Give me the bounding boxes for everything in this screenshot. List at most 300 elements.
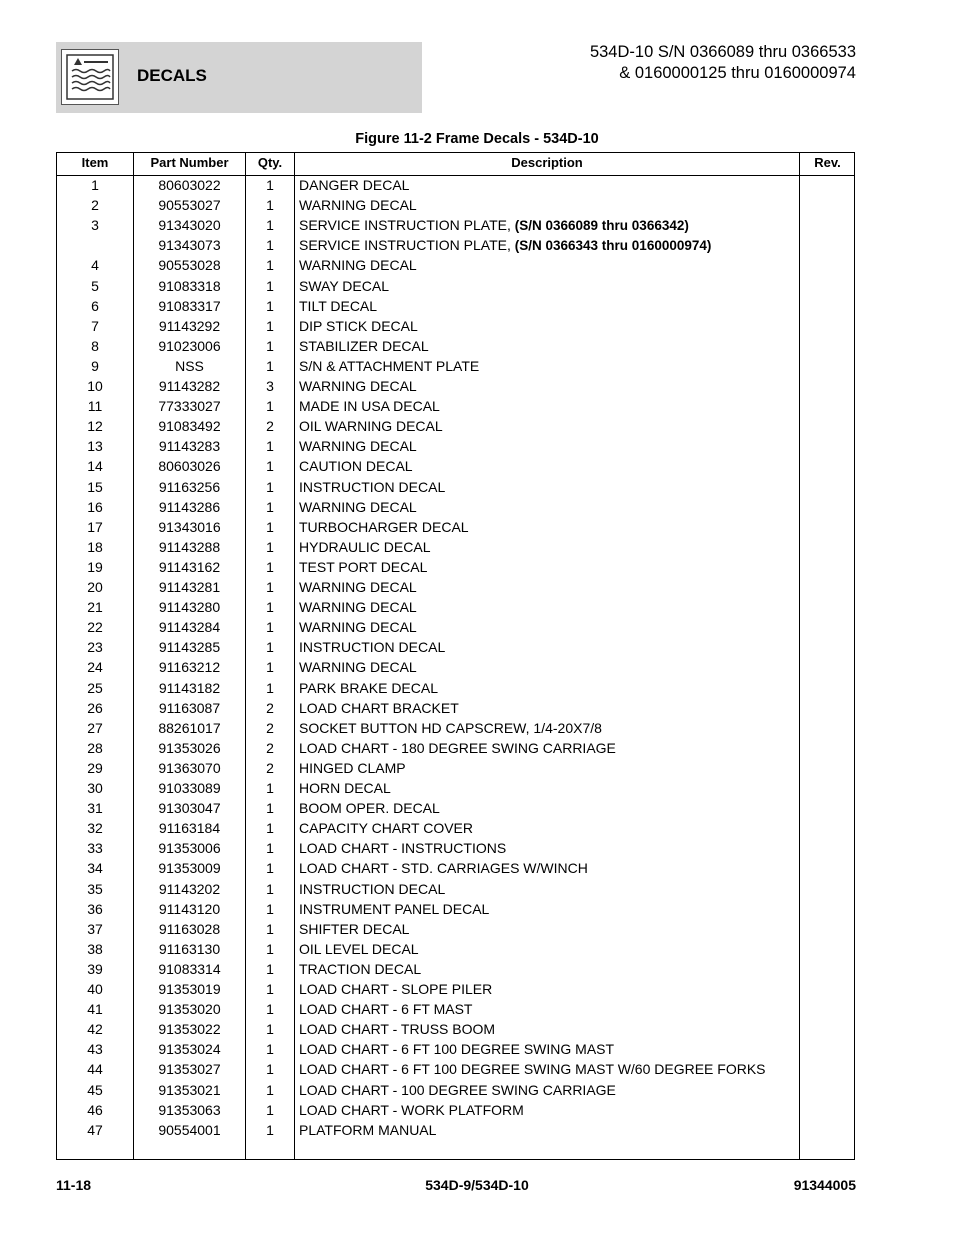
description-text: TRACTION DECAL bbox=[299, 960, 422, 977]
table-row bbox=[57, 860, 854, 880]
item-cell: 14 bbox=[87, 458, 103, 475]
table-row bbox=[57, 1021, 854, 1041]
description-text: CAPACITY CHART COVER bbox=[299, 820, 474, 837]
description-text: WARNING DECAL bbox=[299, 599, 417, 616]
description-cell bbox=[299, 298, 377, 314]
table-row bbox=[57, 418, 854, 438]
description-cell bbox=[299, 860, 588, 876]
item-cell: 29 bbox=[87, 759, 103, 776]
table-row bbox=[57, 1082, 854, 1102]
qty-cell: 1 bbox=[266, 317, 274, 334]
model-serial-line-1: 534D-10 S/N 0366089 thru 0366533 bbox=[589, 43, 856, 61]
part-number-cell: 91353024 bbox=[158, 1041, 221, 1058]
part-number-cell: 91143182 bbox=[158, 679, 221, 696]
description-cell bbox=[299, 358, 479, 374]
part-number-cell: 80603022 bbox=[158, 177, 221, 193]
qty-cell: 1 bbox=[266, 1081, 274, 1098]
item-cell: 19 bbox=[87, 558, 103, 575]
description-text: WARNING DECAL bbox=[299, 378, 417, 394]
description-text: LOAD CHART - TRUSS BOOM bbox=[299, 1021, 496, 1038]
item-cell: 46 bbox=[87, 1101, 103, 1118]
table-row bbox=[57, 177, 854, 197]
description-text: TILT DECAL bbox=[299, 297, 378, 314]
table-row bbox=[57, 398, 854, 418]
description-text: PLATFORM MANUAL bbox=[299, 1121, 437, 1138]
table-row bbox=[57, 780, 854, 800]
item-cell: 22 bbox=[87, 619, 103, 636]
item-cell: 11 bbox=[87, 398, 103, 415]
description-cell bbox=[299, 840, 506, 856]
description-text: WARNING DECAL bbox=[299, 197, 417, 214]
column-header-description: Description bbox=[511, 155, 583, 170]
description-cell bbox=[299, 659, 417, 675]
item-cell: 6 bbox=[91, 297, 99, 314]
part-number-cell: 91163184 bbox=[158, 820, 221, 837]
item-cell: 39 bbox=[87, 960, 103, 977]
qty-cell: 1 bbox=[266, 297, 274, 314]
figure-title: Figure 11-2 Frame Decals - 534D-10 bbox=[355, 131, 599, 147]
part-number-cell: 88261017 bbox=[158, 719, 221, 736]
column-header-part-number: Part Number bbox=[150, 155, 229, 170]
item-cell: 8 bbox=[91, 337, 99, 354]
item-cell: 4 bbox=[91, 257, 99, 274]
table-row bbox=[57, 901, 854, 921]
description-text: HORN DECAL bbox=[299, 780, 391, 796]
page-number: 11-18 bbox=[56, 1177, 92, 1193]
part-number-cell: 91353009 bbox=[158, 860, 221, 877]
description-cell bbox=[299, 881, 445, 897]
part-number-cell: 90553028 bbox=[158, 257, 221, 274]
part-number-cell: 91143281 bbox=[158, 579, 221, 595]
item-cell: 21 bbox=[87, 599, 103, 616]
qty-cell: 1 bbox=[266, 357, 274, 374]
table-row bbox=[57, 659, 854, 679]
table-row bbox=[57, 559, 854, 579]
item-cell: 34 bbox=[87, 860, 103, 877]
item-cell: 7 bbox=[91, 317, 99, 334]
qty-cell: 1 bbox=[266, 217, 274, 234]
table-row bbox=[57, 1061, 854, 1081]
part-number-cell: 91143292 bbox=[158, 317, 221, 334]
qty-cell: 1 bbox=[266, 538, 274, 555]
part-number-cell: 91143162 bbox=[158, 558, 221, 575]
description-text: WARNING DECAL bbox=[299, 579, 417, 595]
table-row bbox=[57, 881, 854, 901]
part-number-cell: 77333027 bbox=[158, 398, 221, 415]
table-row bbox=[57, 499, 854, 519]
item-cell: 20 bbox=[87, 579, 103, 595]
item-cell: 1 bbox=[91, 177, 99, 193]
description-cell bbox=[299, 1102, 524, 1118]
qty-cell: 1 bbox=[266, 940, 274, 957]
table-row bbox=[57, 820, 854, 840]
table-row bbox=[57, 840, 854, 860]
description-cell bbox=[299, 519, 469, 535]
qty-cell: 1 bbox=[266, 780, 274, 796]
qty-cell: 1 bbox=[266, 579, 274, 595]
part-number-cell: 91083314 bbox=[158, 960, 221, 977]
table-row bbox=[57, 338, 854, 358]
qty-cell: 1 bbox=[266, 518, 274, 535]
part-number-cell: 91353020 bbox=[158, 1001, 221, 1018]
part-number-cell: 91143202 bbox=[158, 880, 221, 897]
qty-cell: 1 bbox=[266, 177, 274, 193]
table-row bbox=[57, 197, 854, 217]
description-text: WARNING DECAL bbox=[299, 257, 417, 274]
description-cell bbox=[299, 378, 417, 394]
item-cell: 35 bbox=[87, 880, 103, 897]
description-text: LOAD CHART - SLOPE PILER bbox=[299, 981, 493, 997]
table-row bbox=[57, 1102, 854, 1122]
serial-range-note: (S/N 0366089 thru 0366342) bbox=[514, 218, 689, 234]
qty-cell: 1 bbox=[266, 237, 274, 254]
part-number-cell: 91353026 bbox=[158, 739, 221, 756]
part-number-cell: 91353063 bbox=[158, 1101, 221, 1118]
qty-cell: 1 bbox=[266, 639, 274, 656]
description-cell bbox=[299, 197, 417, 213]
item-cell: 38 bbox=[87, 940, 103, 957]
table-row bbox=[57, 378, 854, 398]
table-row bbox=[57, 318, 854, 338]
qty-cell: 1 bbox=[266, 478, 274, 495]
part-number-cell: 91343016 bbox=[158, 518, 221, 535]
item-cell: 18 bbox=[87, 538, 103, 555]
description-cell bbox=[299, 278, 389, 294]
table-row bbox=[57, 438, 854, 458]
table-row bbox=[57, 1122, 854, 1142]
description-text: LOAD CHART - 6 FT 100 DEGREE SWING MAST bbox=[299, 1041, 615, 1058]
part-number-cell: 91143280 bbox=[158, 599, 221, 616]
part-number-cell: 91163028 bbox=[158, 920, 221, 937]
table-row bbox=[57, 1001, 854, 1021]
part-number-cell: 91143283 bbox=[158, 438, 221, 455]
part-number-cell: 91163130 bbox=[158, 940, 221, 957]
table-row bbox=[57, 278, 854, 298]
section-header bbox=[56, 42, 422, 113]
part-number-cell: 91343020 bbox=[158, 217, 221, 234]
description-text: WARNING DECAL bbox=[299, 619, 417, 636]
qty-cell: 1 bbox=[266, 800, 274, 817]
description-text: HINGED CLAMP bbox=[299, 759, 406, 776]
description-text: LOAD CHART - STD. CARRIAGES W/WINCH bbox=[299, 860, 588, 877]
item-cell: 36 bbox=[87, 900, 103, 917]
qty-cell: 1 bbox=[266, 920, 274, 937]
description-cell bbox=[299, 458, 413, 474]
description-text: CAUTION DECAL bbox=[299, 458, 413, 475]
table-row bbox=[57, 921, 854, 941]
column-header-qty: Qty. bbox=[257, 155, 283, 170]
part-number-cell: 80603026 bbox=[158, 458, 221, 475]
table-row bbox=[57, 720, 854, 740]
part-number-cell: 91143288 bbox=[158, 538, 221, 555]
part-number-cell: 90554001 bbox=[158, 1121, 221, 1138]
item-cell: 15 bbox=[87, 478, 103, 495]
item-cell: 5 bbox=[91, 277, 99, 294]
qty-cell: 1 bbox=[266, 880, 274, 897]
description-cell bbox=[299, 237, 711, 253]
item-cell: 25 bbox=[87, 679, 103, 696]
table-row bbox=[57, 619, 854, 639]
description-text: LOAD CHART - 180 DEGREE SWING CARRIAGE bbox=[299, 739, 616, 756]
part-number-cell: 91143285 bbox=[158, 639, 221, 656]
description-text: DIP STICK DECAL bbox=[299, 317, 418, 334]
qty-cell: 1 bbox=[266, 820, 274, 837]
description-text: LOAD CHART - 100 DEGREE SWING CARRIAGE bbox=[299, 1081, 616, 1098]
description-cell bbox=[299, 619, 417, 635]
table-row bbox=[57, 740, 854, 760]
table-row bbox=[57, 760, 854, 780]
description-cell bbox=[299, 599, 417, 615]
qty-cell: 1 bbox=[266, 438, 274, 455]
qty-cell: 1 bbox=[266, 458, 274, 475]
description-text: TEST PORT DECAL bbox=[299, 558, 428, 575]
table-row bbox=[57, 700, 854, 720]
item-cell: 10 bbox=[87, 378, 103, 394]
description-cell bbox=[299, 579, 417, 595]
qty-cell: 3 bbox=[266, 378, 274, 394]
qty-cell: 1 bbox=[266, 398, 274, 415]
qty-cell: 1 bbox=[266, 257, 274, 274]
part-number-cell: 91143284 bbox=[158, 619, 221, 636]
description-text: S/N & ATTACHMENT PLATE bbox=[299, 357, 480, 374]
part-number-cell: 91353019 bbox=[158, 981, 221, 997]
description-cell bbox=[299, 1122, 436, 1138]
qty-cell: 2 bbox=[266, 759, 274, 776]
part-number-cell: 91143282 bbox=[158, 378, 221, 394]
table-row bbox=[57, 257, 854, 277]
description-cell bbox=[299, 1061, 766, 1077]
decal-sheet-icon bbox=[61, 49, 119, 105]
description-text: WARNING DECAL bbox=[299, 498, 417, 515]
item-cell: 33 bbox=[87, 840, 103, 857]
item-cell: 24 bbox=[87, 659, 103, 676]
description-cell bbox=[299, 760, 406, 776]
item-cell: 9 bbox=[91, 357, 99, 374]
description-cell bbox=[299, 539, 430, 555]
description-text: PARK BRAKE DECAL bbox=[299, 679, 439, 696]
item-cell: 43 bbox=[87, 1041, 103, 1058]
description-text: SERVICE INSTRUCTION PLATE, bbox=[299, 237, 515, 254]
part-number-cell: 91083317 bbox=[158, 297, 221, 314]
table-row bbox=[57, 961, 854, 981]
item-cell: 32 bbox=[87, 820, 103, 837]
table-row bbox=[57, 579, 854, 599]
serial-range-note: (S/N 0366343 thru 0160000974) bbox=[514, 238, 712, 254]
description-text: DANGER DECAL bbox=[299, 177, 410, 193]
document-number: 91344005 bbox=[793, 1177, 856, 1193]
description-cell bbox=[299, 177, 409, 193]
table-row bbox=[57, 479, 854, 499]
table-row bbox=[57, 539, 854, 559]
section-title: DECALS bbox=[137, 66, 207, 85]
part-number-cell: 91363070 bbox=[158, 759, 221, 776]
part-number-cell: 91083318 bbox=[158, 277, 221, 294]
part-number-cell: 91163212 bbox=[158, 659, 221, 676]
description-cell bbox=[299, 921, 409, 937]
qty-cell: 1 bbox=[266, 981, 274, 997]
qty-cell: 1 bbox=[266, 900, 274, 917]
description-cell bbox=[299, 720, 602, 736]
description-text: LOAD CHART BRACKET bbox=[299, 699, 459, 716]
description-text: BOOM OPER. DECAL bbox=[299, 800, 440, 817]
description-text: INSTRUMENT PANEL DECAL bbox=[299, 900, 490, 917]
qty-cell: 1 bbox=[266, 960, 274, 977]
column-header-rev: Rev. bbox=[814, 155, 841, 170]
table-row bbox=[57, 599, 854, 619]
qty-cell: 1 bbox=[266, 1121, 274, 1138]
qty-cell: 2 bbox=[266, 699, 274, 716]
qty-cell: 2 bbox=[266, 418, 274, 435]
description-text: INSTRUCTION DECAL bbox=[299, 478, 446, 495]
part-number-cell: 91023006 bbox=[158, 337, 221, 354]
qty-cell: 1 bbox=[266, 1021, 274, 1038]
item-cell: 30 bbox=[87, 780, 103, 796]
item-cell: 37 bbox=[87, 920, 103, 937]
description-text: SOCKET BUTTON HD CAPSCREW, 1/4-20X7/8 bbox=[299, 719, 602, 736]
description-text: TURBOCHARGER DECAL bbox=[299, 518, 469, 535]
qty-cell: 1 bbox=[266, 558, 274, 575]
description-cell bbox=[299, 479, 445, 495]
qty-cell: 1 bbox=[266, 1041, 274, 1058]
qty-cell: 1 bbox=[266, 1001, 274, 1018]
part-number-cell: 91083492 bbox=[158, 418, 221, 435]
part-number-cell: 91353027 bbox=[158, 1061, 221, 1078]
qty-cell: 1 bbox=[266, 619, 274, 636]
description-text: MADE IN USA DECAL bbox=[299, 398, 440, 415]
item-cell: 17 bbox=[87, 518, 103, 535]
qty-cell: 1 bbox=[266, 659, 274, 676]
part-number-cell: 91143286 bbox=[158, 498, 221, 515]
table-row bbox=[57, 458, 854, 478]
description-text: WARNING DECAL bbox=[299, 438, 417, 455]
description-cell bbox=[299, 981, 492, 997]
item-cell: 28 bbox=[87, 739, 103, 756]
description-text: LOAD CHART - 6 FT 100 DEGREE SWING MAST W/60 DEGREE FORKS bbox=[299, 1061, 766, 1078]
description-cell bbox=[299, 820, 473, 836]
part-number-cell: 91353022 bbox=[158, 1021, 221, 1038]
description-text: LOAD CHART - 6 FT MAST bbox=[299, 1001, 473, 1018]
description-cell bbox=[299, 639, 445, 655]
item-cell: 27 bbox=[87, 719, 103, 736]
table-row bbox=[57, 680, 854, 700]
description-cell bbox=[299, 1001, 472, 1017]
description-cell bbox=[299, 438, 417, 454]
table-row bbox=[57, 519, 854, 539]
table-row bbox=[57, 358, 854, 378]
qty-cell: 1 bbox=[266, 860, 274, 877]
part-number-cell: NSS bbox=[175, 357, 204, 374]
description-cell bbox=[299, 780, 391, 796]
item-cell: 16 bbox=[87, 498, 103, 515]
qty-cell: 1 bbox=[266, 1101, 274, 1118]
item-cell: 45 bbox=[87, 1081, 103, 1098]
table-row bbox=[57, 941, 854, 961]
description-cell bbox=[299, 418, 443, 434]
description-cell bbox=[299, 1041, 614, 1057]
description-cell bbox=[299, 961, 421, 977]
table-row bbox=[57, 800, 854, 820]
description-cell bbox=[299, 559, 427, 575]
part-number-cell: 91353006 bbox=[158, 840, 221, 857]
item-cell: 13 bbox=[87, 438, 103, 455]
description-cell bbox=[299, 901, 489, 917]
qty-cell: 1 bbox=[266, 679, 274, 696]
qty-cell: 1 bbox=[266, 840, 274, 857]
description-text: HYDRAULIC DECAL bbox=[299, 538, 431, 555]
description-cell bbox=[299, 1021, 495, 1037]
part-number-cell: 91353021 bbox=[158, 1081, 221, 1098]
table-row bbox=[57, 981, 854, 1001]
description-cell bbox=[299, 499, 417, 515]
part-number-cell: 91033089 bbox=[158, 780, 221, 796]
item-cell: 44 bbox=[87, 1061, 103, 1078]
qty-cell: 1 bbox=[266, 498, 274, 515]
qty-cell: 1 bbox=[266, 277, 274, 294]
description-cell bbox=[299, 217, 689, 233]
item-cell: 23 bbox=[87, 639, 103, 656]
description-cell bbox=[299, 941, 419, 957]
part-number-cell: 91303047 bbox=[158, 800, 221, 817]
part-number-cell: 91163087 bbox=[158, 699, 221, 716]
table-row bbox=[57, 298, 854, 318]
description-cell bbox=[299, 680, 438, 696]
description-text: STABILIZER DECAL bbox=[299, 337, 429, 354]
item-cell: 41 bbox=[87, 1001, 103, 1018]
table-row bbox=[57, 217, 854, 237]
item-cell: 3 bbox=[91, 217, 99, 234]
model-serial-line-2: & 0160000125 thru 0160000974 bbox=[619, 64, 856, 82]
description-text: OIL LEVEL DECAL bbox=[299, 940, 419, 957]
part-number-cell: 91143120 bbox=[158, 900, 221, 917]
description-cell bbox=[299, 740, 616, 756]
column-header-item: Item bbox=[81, 155, 109, 170]
item-cell: 2 bbox=[91, 197, 99, 214]
item-cell: 47 bbox=[87, 1121, 103, 1138]
qty-cell: 1 bbox=[266, 1061, 274, 1078]
qty-cell: 1 bbox=[266, 197, 274, 214]
description-cell bbox=[299, 1082, 616, 1098]
description-cell bbox=[299, 338, 429, 354]
description-text: INSTRUCTION DECAL bbox=[299, 639, 446, 656]
item-cell: 40 bbox=[87, 981, 103, 997]
header-divider bbox=[57, 175, 854, 176]
part-number-cell: 91343073 bbox=[158, 237, 221, 254]
description-text: WARNING DECAL bbox=[299, 659, 417, 676]
part-number-cell: 91163256 bbox=[158, 478, 221, 495]
description-cell bbox=[299, 257, 417, 273]
description-text: OIL WARNING DECAL bbox=[299, 418, 443, 435]
item-cell: 31 bbox=[87, 800, 103, 817]
table-row bbox=[57, 639, 854, 659]
description-cell bbox=[299, 800, 440, 816]
qty-cell: 2 bbox=[266, 719, 274, 736]
description-text: LOAD CHART - INSTRUCTIONS bbox=[299, 840, 507, 857]
description-text: SHIFTER DECAL bbox=[299, 920, 410, 937]
qty-cell: 1 bbox=[266, 337, 274, 354]
description-text: SWAY DECAL bbox=[299, 277, 389, 294]
qty-cell: 2 bbox=[266, 739, 274, 756]
qty-cell: 1 bbox=[266, 599, 274, 616]
parts-table bbox=[56, 152, 855, 1160]
item-cell: 12 bbox=[87, 418, 103, 435]
description-cell bbox=[299, 700, 459, 716]
description-text: INSTRUCTION DECAL bbox=[299, 880, 446, 897]
part-number-cell: 90553027 bbox=[158, 197, 221, 214]
description-text: LOAD CHART - WORK PLATFORM bbox=[299, 1101, 524, 1118]
description-cell bbox=[299, 398, 440, 414]
table-row bbox=[57, 1041, 854, 1061]
item-cell: 26 bbox=[87, 699, 103, 716]
